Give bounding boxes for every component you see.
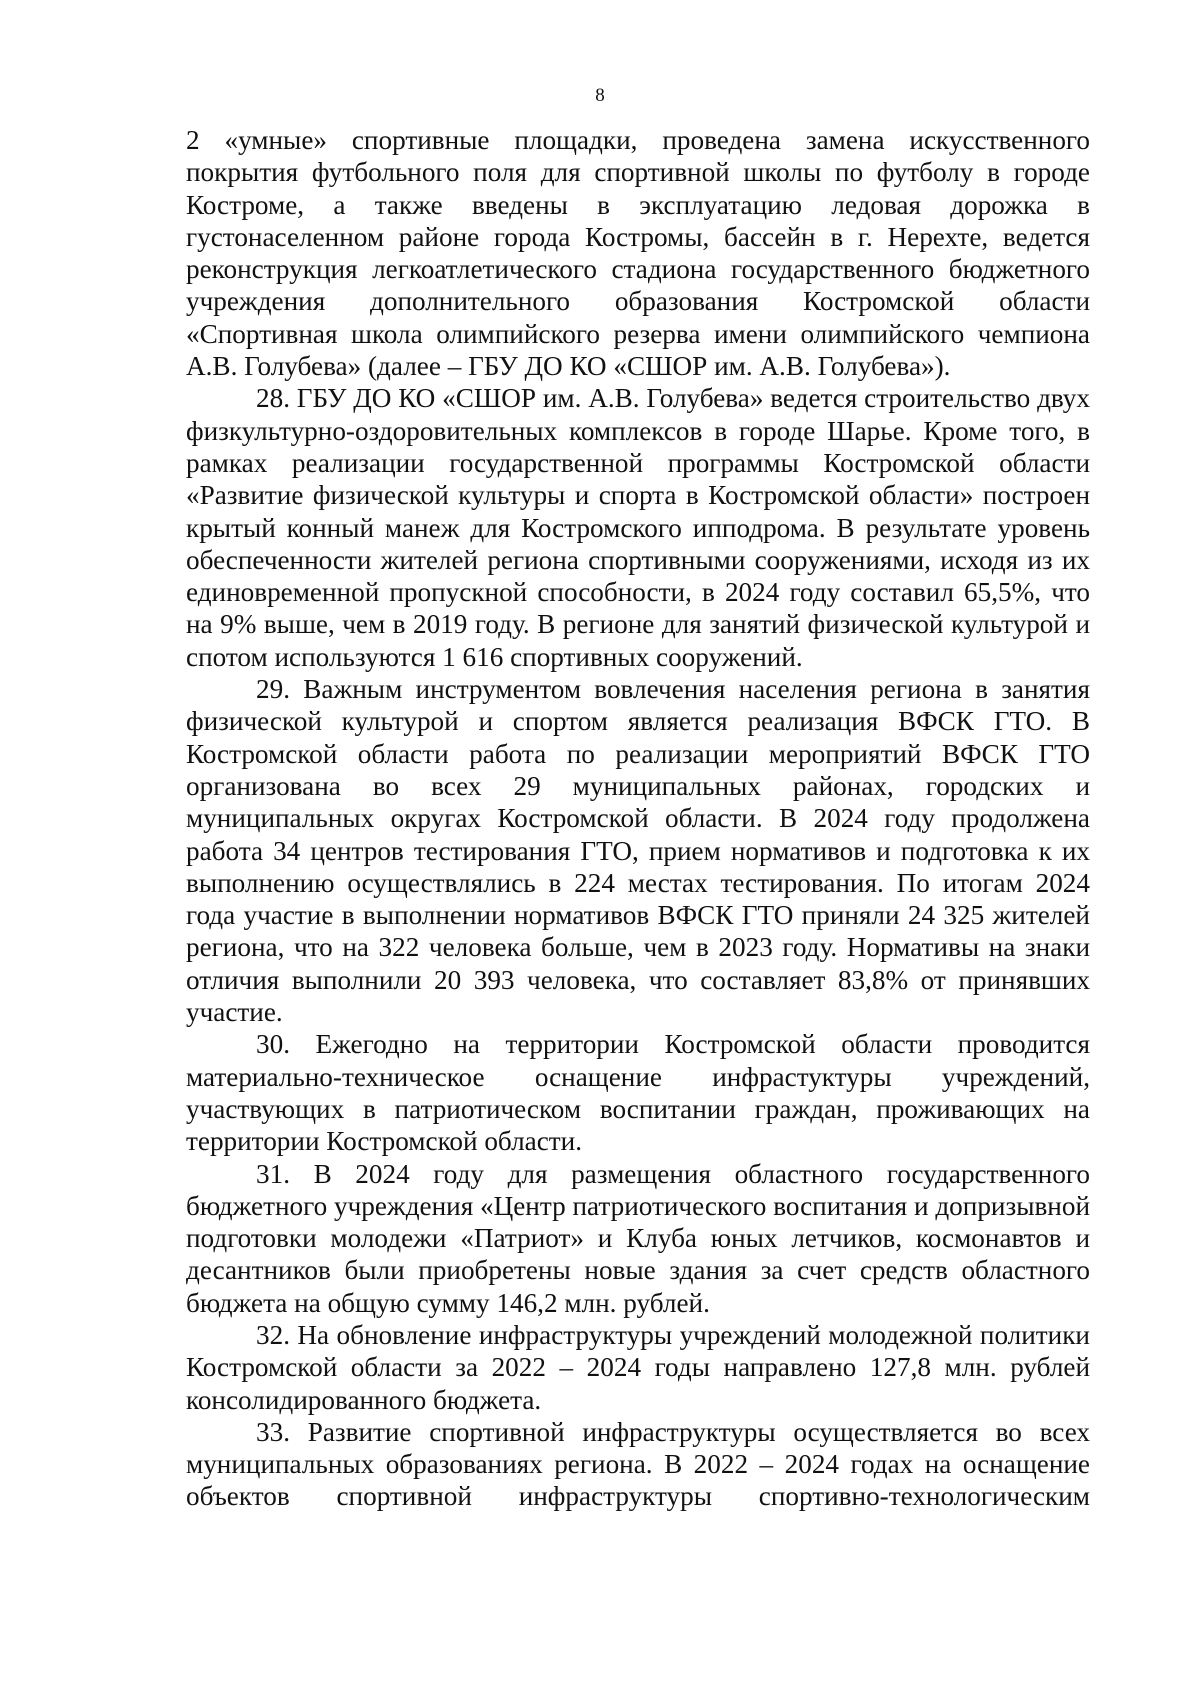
paragraph-continuation: 2 «умные» спортивные площадки, проведена замена искусственного покрытия футбольного поля для спортивной школы по футболу в городе Костроме, а также введены в эксплуатацию ледовая дорожка в густонаселенном районе города Костромы, бассейн в г. Нерехте, ведется реконструкция легкоатлетического стадиона государственного бюджетного учреждения дополнительного образования Костромской области «Спортивная школа олимпийского резерва имени олимпийского чемпиона А.В. Голубева» (далее – ГБУ ДО КО «СШОР им. А.В. Голубева»). [186,125,1090,382]
paragraph-item-29: 29. Важным инструментом вовлечения населения региона в занятия физической культурой и спортом является реализация ВФСК ГТО. В Костромской области работа по реализации мероприятий ВФСК ГТО организована во всех 29 муниципальных районах, городских и муниципальных округах Костромской области. В 2024 году продолжена работа 34 центров тестирования ГТО, прием нормативов и подготовка к их выполнению осуществлялись в 224 местах тестирования. По итогам 2024 года участие в выполнении нормативов ВФСК ГТО приняли 24 325 жителей региона, что на 322 человека больше, чем в 2023 году. Нормативы на знаки отличия выполнили 20 393 человека, что составляет 83,8% от принявших участие. [186,674,1090,1028]
paragraph-item-30: 30. Ежегодно на территории Костромской области проводится материально-техническое оснащение инфрастуктуры учреждений, участвующих в патриотическом воспитании граждан, проживающих на территории Костромской области. [186,1029,1090,1157]
paragraph-item-32: 32. На обновление инфраструктуры учреждений молодежной политики Костромской области за 2022 – 2024 годы направлено 127,8 млн. рублей консолидированного бюджета. [186,1319,1090,1415]
paragraph-item-33: 33. Развитие спортивной инфраструктуры осуществляется во всех муниципальных образованиях региона. В 2022 – 2024 годах на оснащение объектов спортивной инфраструктуры спортивно-технологическим [186,1416,1090,1512]
page-number: 8 [595,85,605,106]
paragraph-item-31: 31. В 2024 году для размещения областного государственного бюджетного учреждения «Центр патриотического воспитания и допризывной подготовки молодежи «Патриот» и Клуба юных летчиков, космонавтов и десантников были приобретены новые здания за счет средств областного бюджета на общую сумму 146,2 млн. рублей. [186,1158,1090,1318]
paragraph-item-28: 28. ГБУ ДО КО «СШОР им. А.В. Голубева» ведется строительство двух физкультурно-оздоровительных комплексов в городе Шарье. Кроме того, в рамках реализации государственной программы Костромской области «Развитие физической культуры и спорта в Костромской области» построен крытый конный манеж для Костромского ипподрома. В результате уровень обеспеченности жителей региона спортивными сооружениями, исходя из их единовременной пропускной способности, в 2024 году составил 65,5%, что на 9% выше, чем в 2019 году. В регионе для занятий физической культурой и спотом используются 1 616 спортивных сооружений. [186,383,1090,672]
document-body [186,124,1090,1513]
